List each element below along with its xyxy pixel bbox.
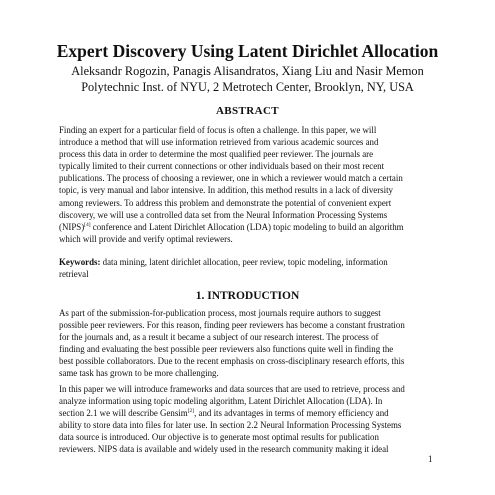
intro-line: analyze information using topic modeling algorithm, Latent Dirichlet Allocation (LDA). In: [59, 396, 383, 407]
abstract-line: discovery, we will use a controlled data set from the Neural Information Processing Systems: [59, 209, 388, 220]
intro-line: data source is introduced. Our objective is to generate most optimal results for publication: [59, 432, 379, 443]
page-number: 1: [428, 454, 433, 464]
abstract-line: typically limited to their current connections or other individuals based on their most recent: [59, 161, 385, 172]
intro-line: In this paper we will introduce frameworks and data sources that are used to retrieve, process and: [59, 384, 405, 394]
intro-line: for the journals and, as a result it became a subject of our research interest. The process of: [59, 332, 379, 343]
affiliation: Polytechnic Inst. of NYU, 2 Metrotech Center, Brooklyn, NY, USA: [81, 80, 414, 94]
keywords-text-cont: retrieval: [59, 269, 89, 280]
intro-line: possible peer reviewers. For this reason, finding peer reviewers has become a constant frustration: [59, 320, 405, 331]
intro-line: best possible collaborators. Due to the recent emphasis on cross-disciplinary research efforts, this: [59, 356, 405, 367]
abstract-body: [59, 124, 437, 245]
abstract-line: introduce a method that will use information retrieved from various academic sources and: [59, 137, 379, 148]
keywords-text: data mining, latent dirichlet allocation, peer review, topic modeling, information: [100, 257, 388, 267]
abstract-line: publications. The process of choosing a reviewer, one in which a reviewer would match a certain: [59, 173, 403, 184]
abstract-line-nips: [59, 221, 437, 233]
author-list: Aleksandr Rogozin, Panagis Alisandratos, Xiang Liu and Nasir Memon: [71, 64, 424, 78]
gensim-citation: [2]: [187, 408, 195, 415]
introduction-paragraph-1: [59, 307, 437, 380]
intro-line: ability to store data into files for later use. In section 2.2 Neural Information Processing Systems: [59, 420, 402, 431]
abstract-heading: ABSTRACT: [215, 105, 280, 117]
intro-line: reviewers. NIPS data is available and widely used in the research community making it ideal: [59, 444, 389, 455]
abstract-line: Finding an expert for a particular field of focus is often a challenge. In this paper, we will: [59, 125, 377, 135]
nips-acronym: (NIPS): [59, 221, 85, 232]
paper-title: Expert Discovery Using Latent Dirichlet Allocation: [56, 41, 439, 61]
abstract-line: which will provide and verify optimal reviewers.: [59, 233, 233, 244]
intro-line: As part of the submission-for-publication process, most journals require authors to suggest: [59, 308, 381, 318]
keywords-line: [59, 256, 437, 268]
abstract-line: process this data in order to determine the most qualified peer reviewer. The journals are: [59, 149, 374, 160]
intro-text: section 2.1 we will describe Gensim: [59, 408, 188, 419]
abstract-line: topic, is very manual and labor intensive. In addition, this method results in a lack of diversity: [59, 185, 393, 196]
nips-citation: [4]: [84, 221, 91, 228]
intro-line: finding and evaluating the best possible peer reviewers also functions quite well in finding the: [59, 344, 394, 355]
intro-line-gensim: [59, 407, 437, 419]
introduction-heading: 1. INTRODUCTION: [195, 290, 300, 302]
abstract-line: conference and Latent Dirichlet Allocation (LDA) topic modeling to build an algorithm: [92, 221, 404, 232]
abstract-line: among reviewers. To address this problem and demonstrate the potential of convenient expert: [59, 197, 392, 208]
introduction-paragraph-2: [59, 383, 437, 456]
intro-text: , and its advantages in terms of memory efficiency and: [194, 408, 389, 419]
keywords: [59, 256, 437, 280]
intro-line: same task has grown to be more challenging.: [59, 368, 219, 379]
keywords-label: Keywords:: [59, 257, 101, 267]
